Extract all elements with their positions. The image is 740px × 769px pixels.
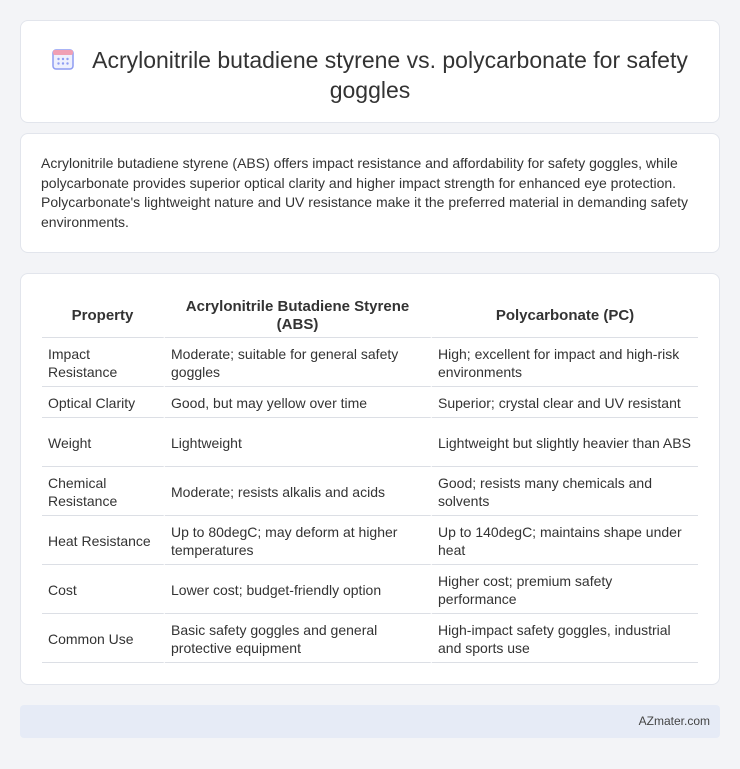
pc-cell: Superior; crystal clear and UV resistant <box>432 387 698 418</box>
table-row <box>42 614 698 663</box>
footer-brand[interactable]: AZmater.com <box>638 714 710 728</box>
pc-cell: Lightweight but slightly heavier than ABS <box>432 418 698 467</box>
table-row <box>42 418 698 467</box>
header-abs: Acrylonitrile Butadiene Styrene (ABS) <box>165 294 432 338</box>
header-property: Property <box>42 294 165 338</box>
page-title-text: Acrylonitrile butadiene styrene vs. polycarbonate for safety goggles <box>92 47 688 103</box>
pc-cell: Good; resists many chemicals and solvents <box>432 467 698 516</box>
pc-cell: Up to 140degC; maintains shape under heat <box>432 516 698 565</box>
property-cell: Chemical Resistance <box>42 467 165 516</box>
pc-cell: High-impact safety goggles, industrial and sports use <box>432 614 698 663</box>
property-cell: Heat Resistance <box>42 516 165 565</box>
table-row <box>42 387 698 418</box>
footer-bar <box>20 705 720 738</box>
abs-cell: Good, but may yellow over time <box>165 387 432 418</box>
abs-cell: Moderate; suitable for general safety goggles <box>165 338 432 387</box>
title-card <box>20 20 720 123</box>
property-cell: Common Use <box>42 614 165 663</box>
abs-cell: Lower cost; budget-friendly option <box>165 565 432 614</box>
pc-cell: High; excellent for impact and high-risk environments <box>432 338 698 387</box>
abs-cell: Basic safety goggles and general protective equipment <box>165 614 432 663</box>
table-row <box>42 467 698 516</box>
table-row <box>42 516 698 565</box>
property-cell: Weight <box>42 418 165 467</box>
comparison-table <box>42 294 698 663</box>
property-cell: Cost <box>42 565 165 614</box>
table-row <box>42 338 698 387</box>
table-row <box>42 565 698 614</box>
pc-cell: Higher cost; premium safety performance <box>432 565 698 614</box>
abs-cell: Lightweight <box>165 418 432 467</box>
abs-cell: Moderate; resists alkalis and acids <box>165 467 432 516</box>
property-cell: Impact Resistance <box>42 338 165 387</box>
comparison-card <box>20 273 720 685</box>
summary-card <box>20 133 720 253</box>
property-cell: Optical Clarity <box>42 387 165 418</box>
page-title <box>21 45 719 105</box>
table-header-row <box>42 294 698 338</box>
abs-cell: Up to 80degC; may deform at higher temperatures <box>165 516 432 565</box>
calendar-icon <box>52 47 74 71</box>
header-pc: Polycarbonate (PC) <box>432 294 698 338</box>
summary-text: Acrylonitrile butadiene styrene (ABS) offers impact resistance and affordability for safety goggles, while polycarbonate provides superior optical clarity and higher impact strength for enhanced eye protection. Polycarbonate's lightweight nature and UV resistance make it the preferred material in demanding safety environments. <box>41 155 689 230</box>
